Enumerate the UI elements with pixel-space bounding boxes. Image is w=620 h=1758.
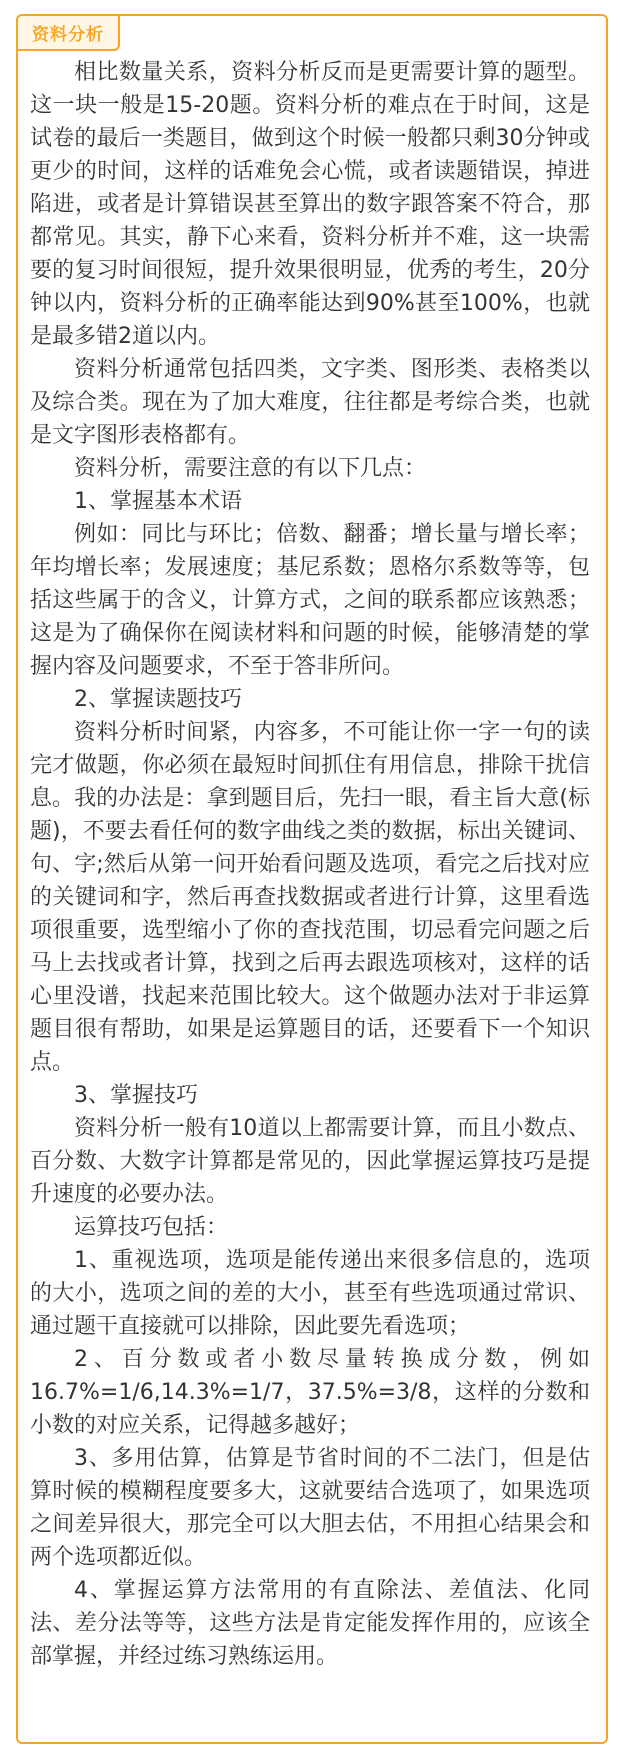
paragraph-types: 资料分析通常包括四类，文字类、图形类、表格类以及综合类。现在为了加大难度，往往都是考综合类，也就是文字图形表格都有。 — [30, 357, 590, 448]
list-item-fractions: 2、百分数或者小数尽量转换成分数，例如16.7%=1/6,14.3%=1/7，37.5%=3/8，这样的分数和小数的对应关系，记得越多越好； — [30, 1347, 590, 1438]
paragraph-reading: 资料分析时间紧，内容多，不可能让你一字一句的读完才做题，你必须在最短时间抓住有用信息，排除干扰信息。我的办法是：拿到题目后，先扫一眼，看主旨大意(标题)，不要去看任何的数字曲线之类的数据，标出关键词、句、字;然后从第一问开始看问题及选项，看完之后找对应的关键词和字，然后再查找数据或者进行计算，这里看选项很重要，选型缩小了你的查找范围，切忌看完问题之后马上去找或者计算，找到之后再去跟选项核对，这样的话心里没谱，找起来范围比较大。这个做题办法对于非运算题目很有帮助，如果是运算题目的话，还要看下一个知识点。 — [30, 720, 590, 1075]
paragraph-terms: 例如：同比与环比；倍数、翻番；增长量与增长率；年均增长率；发展速度；基尼系数；恩格尔系数等等，包括这些属于的含义，计算方式，之间的联系都应该熟悉；这是为了确保你在阅读材料和问题的时候，能够清楚的掌握内容及问题要求，不至于答非所问。 — [30, 522, 590, 679]
heading-terms: 1、掌握基本术语 — [74, 489, 242, 514]
heading-reading: 2、掌握读题技巧 — [74, 687, 242, 712]
heading-skills: 3、掌握技巧 — [74, 1083, 198, 1108]
section-tag: 资料分析 — [16, 14, 120, 51]
paragraph-skills: 资料分析一般有10道以上都需要计算，而且小数点、百分数、大数字计算都是常见的，因此掌握运算技巧是提升速度的必要办法。 — [30, 1116, 590, 1207]
list-item-options: 1、重视选项，选项是能传递出来很多信息的，选项的大小，选项之间的差的大小，甚至有些选项通过常识、通过题干直接就可以排除，因此要先看选项； — [30, 1248, 590, 1339]
article-body — [30, 56, 590, 1673]
article-card — [16, 14, 608, 1744]
list-item-methods: 4、掌握运算方法常用的有直除法、差值法、化同法、差分法等等，这些方法是肯定能发挥作用的，应该全部掌握，并经过练习熟练运用。 — [30, 1578, 590, 1669]
list-item-estimate: 3、多用估算，估算是节省时间的不二法门，但是估算时候的模糊程度要多大，这就要结合选项了，如果选项之间差异很大，那完全可以大胆去估，不用担心结果会和两个选项都近似。 — [30, 1446, 590, 1570]
paragraph-points-lead: 资料分析，需要注意的有以下几点： — [74, 456, 427, 481]
paragraph-intro: 相比数量关系，资料分析反而是更需要计算的题型。这一块一般是15-20题。资料分析的难点在于时间，这是试卷的最后一类题目，做到这个时候一般都只剩30分钟或更少的时间，这样的话难免会心慌，或者读题错误，掉进陷进，或者是计算错误甚至算出的数字跟答案不符合，那都常见。其实，静下心来看，资料分析并不难，这一块需要的复习时间很短，提升效果很明显，优秀的考生，20分钟以内，资料分析的正确率能达到90%甚至100%，也就是最多错2道以内。 — [30, 60, 590, 349]
paragraph-calc-lead: 运算技巧包括： — [74, 1215, 229, 1240]
